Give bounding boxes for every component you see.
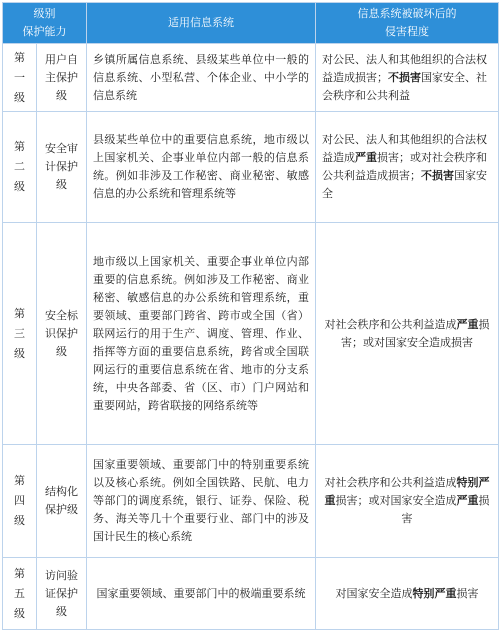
level-cell bbox=[3, 558, 37, 630]
protection-line: 级 bbox=[56, 178, 67, 191]
header-level-line2: 保护能力 bbox=[22, 25, 67, 38]
protection-line: 安全审 bbox=[45, 142, 78, 155]
level-char: 第 bbox=[14, 566, 25, 580]
harm-text: 对社会秩序和公共利益造成 bbox=[324, 476, 457, 489]
protection-line: 结构化 bbox=[45, 485, 78, 498]
harm-emphasis: 不损害 bbox=[421, 169, 454, 182]
harm-emphasis: 特别严重 bbox=[324, 476, 490, 507]
protection-line: 级 bbox=[56, 344, 67, 358]
level-char: 级 bbox=[14, 90, 25, 104]
harm-cell bbox=[316, 445, 499, 558]
systems-cell: 地市级以上国家机关、重要企事业单位内部重要的信息系统。例如涉及工作秘密、商业秘密、敏感信息的办公系统和管理系统，重要领域、重要部门跨省、跨市或全国（省）联网运行的用于生产、调度、管理、作业、指挥等方面的重要信息系统，跨省或全国联网运行的重要信息系统在省、地市的分支系统，中央各部委、省（区、市）门户网站和重要网站，跨省联接的网络系统等 bbox=[87, 223, 316, 445]
level-cell bbox=[3, 44, 37, 112]
harm-text: 对社会秩序和公共利益造成 bbox=[324, 317, 457, 331]
security-level-table-container bbox=[2, 2, 498, 620]
table-row bbox=[3, 112, 499, 223]
table-row bbox=[3, 445, 499, 558]
security-level-table bbox=[2, 2, 499, 630]
harm-text: 对国家安全造成 bbox=[335, 586, 413, 600]
protection-line: 访问验 bbox=[45, 568, 78, 582]
protection-cell bbox=[37, 445, 87, 558]
level-char: 五 bbox=[14, 586, 25, 600]
systems-cell: 县级某些单位中的重要信息系统，地市级以上国家机关、企事业单位内部一般的信息系统。例如非涉及工作秘密、商业秘密、敏感信息的办公系统和管理系统等 bbox=[87, 112, 316, 223]
protection-cell bbox=[37, 44, 87, 112]
harm-text: 国家安全、社会秩序和公共利益 bbox=[322, 70, 487, 102]
header-applicable-systems: 适用信息系统 bbox=[87, 3, 316, 44]
protection-line: 计保护 bbox=[45, 160, 78, 173]
harm-text: 损害 bbox=[401, 494, 490, 525]
harm-text: 对公民、法人和其他组织的合法权益造成损害； bbox=[322, 52, 487, 84]
harm-cell bbox=[316, 112, 499, 223]
table-row bbox=[3, 558, 499, 630]
protection-line: 安全标 bbox=[45, 308, 78, 322]
harm-emphasis: 不损害 bbox=[388, 70, 421, 84]
harm-text: 损害 bbox=[456, 586, 479, 600]
table-row bbox=[3, 223, 499, 445]
header-level-protection bbox=[3, 3, 87, 44]
level-char: 三 bbox=[14, 326, 25, 340]
protection-line: 级 bbox=[56, 604, 67, 618]
table-row bbox=[3, 44, 499, 112]
level-char: 四 bbox=[14, 494, 25, 507]
protection-line: 识保护 bbox=[45, 326, 78, 340]
harm-text: 损害；或对社会秩序和公共利益造成损害； bbox=[322, 151, 487, 182]
level-cell bbox=[3, 223, 37, 445]
harm-text: 损害；或对国家安全造成 bbox=[335, 494, 457, 507]
protection-line: 主保护 bbox=[45, 70, 78, 84]
level-char: 级 bbox=[14, 180, 25, 193]
protection-cell bbox=[37, 223, 87, 445]
level-char: 第 bbox=[14, 306, 25, 320]
harm-cell bbox=[316, 223, 499, 445]
protection-line: 用户自 bbox=[45, 52, 78, 66]
header-level-line1: 级别 bbox=[33, 7, 56, 20]
harm-text: 国家安全 bbox=[322, 169, 487, 200]
header-harm-line1: 信息系统被破坏后的 bbox=[357, 7, 457, 20]
protection-cell bbox=[37, 558, 87, 630]
table-header-row bbox=[3, 3, 499, 44]
harm-cell bbox=[316, 44, 499, 112]
harm-text: 损害；或对国家安全造成损害 bbox=[341, 317, 490, 349]
harm-emphasis: 严重 bbox=[355, 151, 377, 164]
systems-cell: 国家重要领域、重要部门中的极端重要系统 bbox=[87, 558, 316, 630]
header-harm-degree bbox=[316, 3, 499, 44]
level-char: 第 bbox=[14, 50, 25, 64]
protection-line: 保护级 bbox=[45, 503, 78, 516]
header-harm-line2: 侵害程度 bbox=[385, 25, 429, 38]
harm-emphasis: 严重 bbox=[456, 317, 479, 331]
level-char: 级 bbox=[14, 606, 25, 620]
protection-cell bbox=[37, 112, 87, 223]
protection-line: 级 bbox=[56, 88, 67, 102]
harm-text: 对公民、法人和其他组织的合法权益造成 bbox=[322, 133, 487, 164]
systems-cell: 国家重要领域、重要部门中的特别重要系统以及核心系统。例如全国铁路、民航、电力等部门的调度系统，银行、证券、保险、税务、海关等几十个重要行业、部门中的涉及国计民生的核心系统 bbox=[87, 445, 316, 558]
level-cell bbox=[3, 112, 37, 223]
harm-emphasis: 特别严重 bbox=[412, 586, 457, 600]
level-char: 一 bbox=[14, 70, 25, 84]
harm-emphasis: 严重 bbox=[456, 494, 479, 507]
level-cell bbox=[3, 445, 37, 558]
systems-cell: 乡镇所属信息系统、县级某些单位中一般的信息系统、小型私营、个体企业、中小学的信息系统 bbox=[87, 44, 316, 112]
level-char: 级 bbox=[14, 514, 25, 527]
protection-line: 证保护 bbox=[45, 586, 78, 600]
harm-cell bbox=[316, 558, 499, 630]
level-char: 第 bbox=[14, 474, 25, 487]
level-char: 级 bbox=[14, 346, 25, 360]
level-char: 二 bbox=[14, 160, 25, 173]
level-char: 第 bbox=[14, 140, 25, 153]
